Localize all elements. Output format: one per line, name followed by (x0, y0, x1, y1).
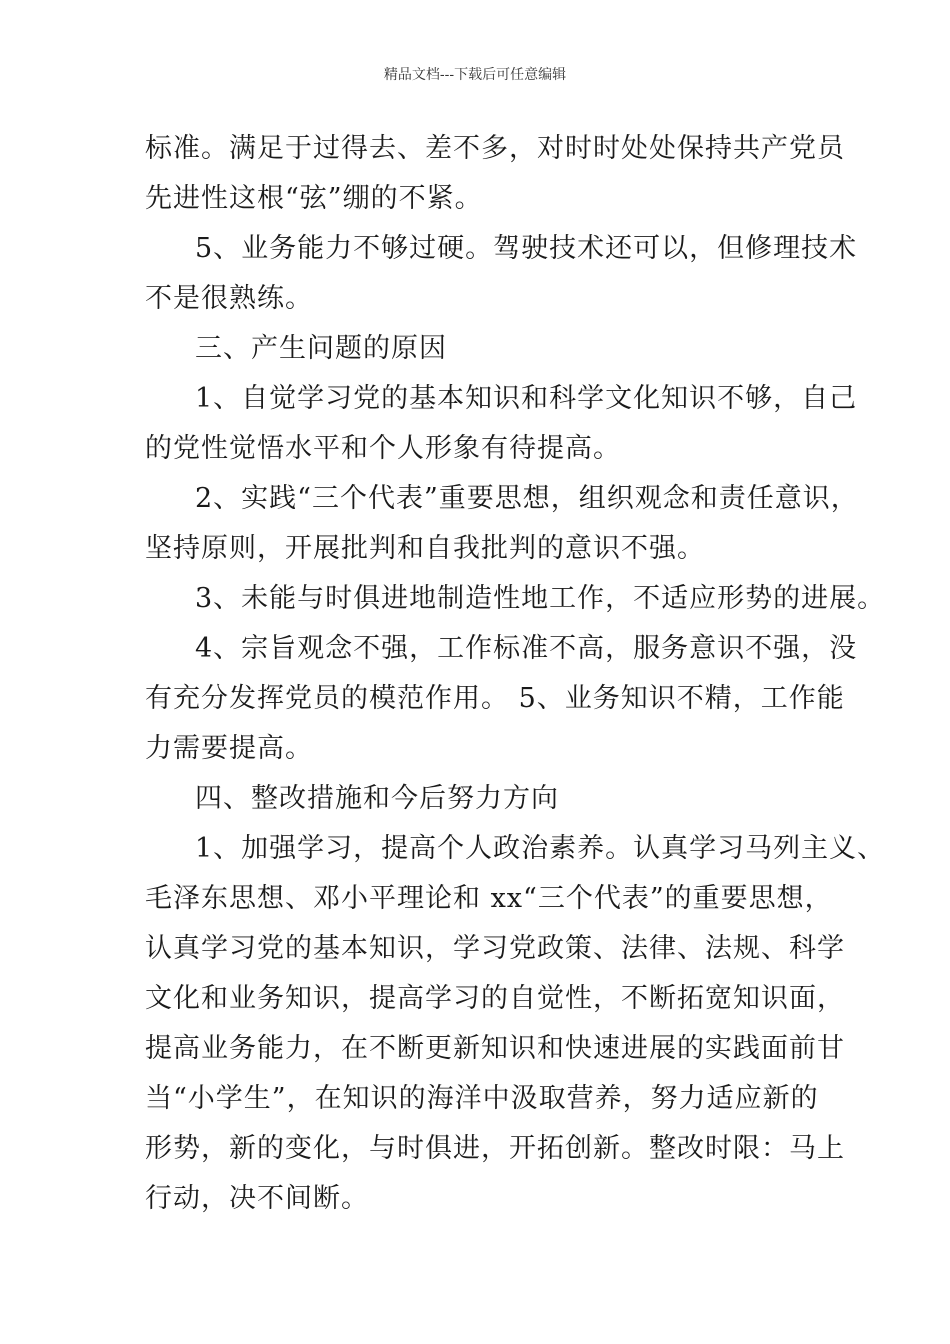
text-line: 先进性这根“弦”绷的不紧。 (145, 183, 483, 214)
text-line: 提高业务能力，在不断更新知识和快速进展的实践面前甘 (145, 1033, 845, 1064)
section-heading: 三、产生问题的原因 (195, 333, 447, 364)
text-line: 当“小学生”，在知识的海洋中汲取营养，努力适应新的 (145, 1083, 819, 1114)
text-line: 毛泽东思想、邓小平理论和 xx“三个代表”的重要思想， (145, 883, 833, 914)
section-heading: 四、整改措施和今后努力方向 (195, 783, 559, 814)
text-line: 1、加强学习，提高个人政治素养。认真学习马列主义、 (195, 833, 886, 864)
text-line: 坚持原则，开展批判和自我批判的意识不强。 (145, 533, 705, 564)
text-line: 形势，新的变化，与时俱进，开拓创新。整改时限：马上 (145, 1133, 845, 1164)
text-line: 4、宗旨观念不强，工作标准不高，服务意识不强，没 (195, 633, 858, 664)
text-line: 2、实践“三个代表”重要思想，组织观念和责任意识， (195, 483, 859, 514)
text-line: 5、业务能力不够过硬。驾驶技术还可以，但修理技术 (195, 233, 858, 264)
text-line: 3、未能与时俱进地制造性地工作，不适应形势的进展。 (195, 583, 886, 614)
text-line: 1、自觉学习党的基本知识和科学文化知识不够，自己 (195, 383, 858, 414)
text-line: 认真学习党的基本知识，学习党政策、法律、法规、科学 (145, 933, 845, 964)
page-header: 精品文档---下载后可任意编辑 (383, 67, 567, 83)
text-line: 不是很熟练。 (145, 283, 313, 314)
text-line: 标准。满足于过得去、差不多，对时时处处保持共产党员 (145, 133, 845, 164)
text-line: 力需要提高。 (145, 733, 313, 764)
text-line: 的党性觉悟水平和个人形象有待提高。 (145, 433, 621, 464)
text-line: 行动，决不间断。 (145, 1183, 369, 1214)
text-line: 文化和业务知识，提高学习的自觉性，不断拓宽知识面， (145, 983, 845, 1014)
text-line: 有充分发挥党员的模范作用。 5、业务知识不精，工作能 (145, 683, 845, 714)
